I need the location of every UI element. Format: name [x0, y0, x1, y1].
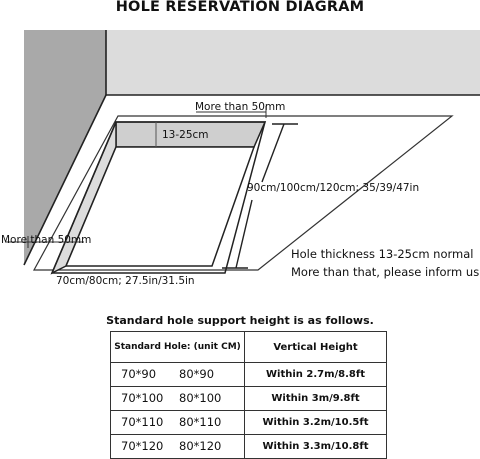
width-label: 70cm/80cm; 27.5in/31.5in	[56, 275, 195, 287]
left-clearance-label: More than 50mm	[1, 234, 92, 246]
page-title: HOLE RESERVATION DIAGRAM	[115, 0, 365, 15]
column-header-height: Vertical Height	[245, 332, 387, 363]
hole-size-cell	[111, 435, 245, 459]
hole-size-70: 70*100	[121, 391, 164, 405]
column-header-hole: Standard Hole: (unit CM)	[111, 332, 245, 363]
hole-size-cell	[111, 411, 245, 435]
vertical-height-cell: Within 3.3m/10.8ft	[245, 435, 387, 459]
table-row	[111, 411, 387, 435]
hole-size-cell	[111, 363, 245, 387]
length-label: 90cm/100cm/120cm; 35/39/47in	[247, 182, 420, 194]
length-dim-line-lower	[236, 200, 252, 268]
hole-size-cell	[111, 387, 245, 411]
hole-size-80: 80*110	[179, 415, 222, 429]
support-height-table	[110, 331, 387, 459]
length-dim-line-upper	[262, 124, 284, 182]
hole-size-80: 80*100	[179, 391, 222, 405]
table-caption: Standard hole support height is as follows.	[106, 314, 374, 327]
hole-size-80: 80*120	[179, 439, 222, 453]
table-row	[111, 435, 387, 459]
hole-size-80: 80*90	[179, 367, 215, 381]
vertical-height-cell: Within 3.2m/10.5ft	[245, 411, 387, 435]
thickness-note: Hole thickness 13-25cm normal	[291, 247, 474, 261]
back-wall	[106, 30, 480, 95]
hole-size-70: 70*90	[121, 367, 157, 381]
vertical-height-cell: Within 3m/9.8ft	[245, 387, 387, 411]
table-row	[111, 387, 387, 411]
inform-note: More than that, please inform us	[291, 265, 480, 279]
table-header-row	[111, 332, 387, 363]
hole-size-70: 70*120	[121, 439, 164, 453]
vertical-height-cell: Within 2.7m/8.8ft	[245, 363, 387, 387]
top-clearance-label: More than 50mm	[195, 101, 286, 113]
hole-opening	[66, 147, 254, 266]
thickness-label: 13-25cm	[162, 129, 209, 141]
table-row	[111, 363, 387, 387]
hole-size-70: 70*110	[121, 415, 164, 429]
